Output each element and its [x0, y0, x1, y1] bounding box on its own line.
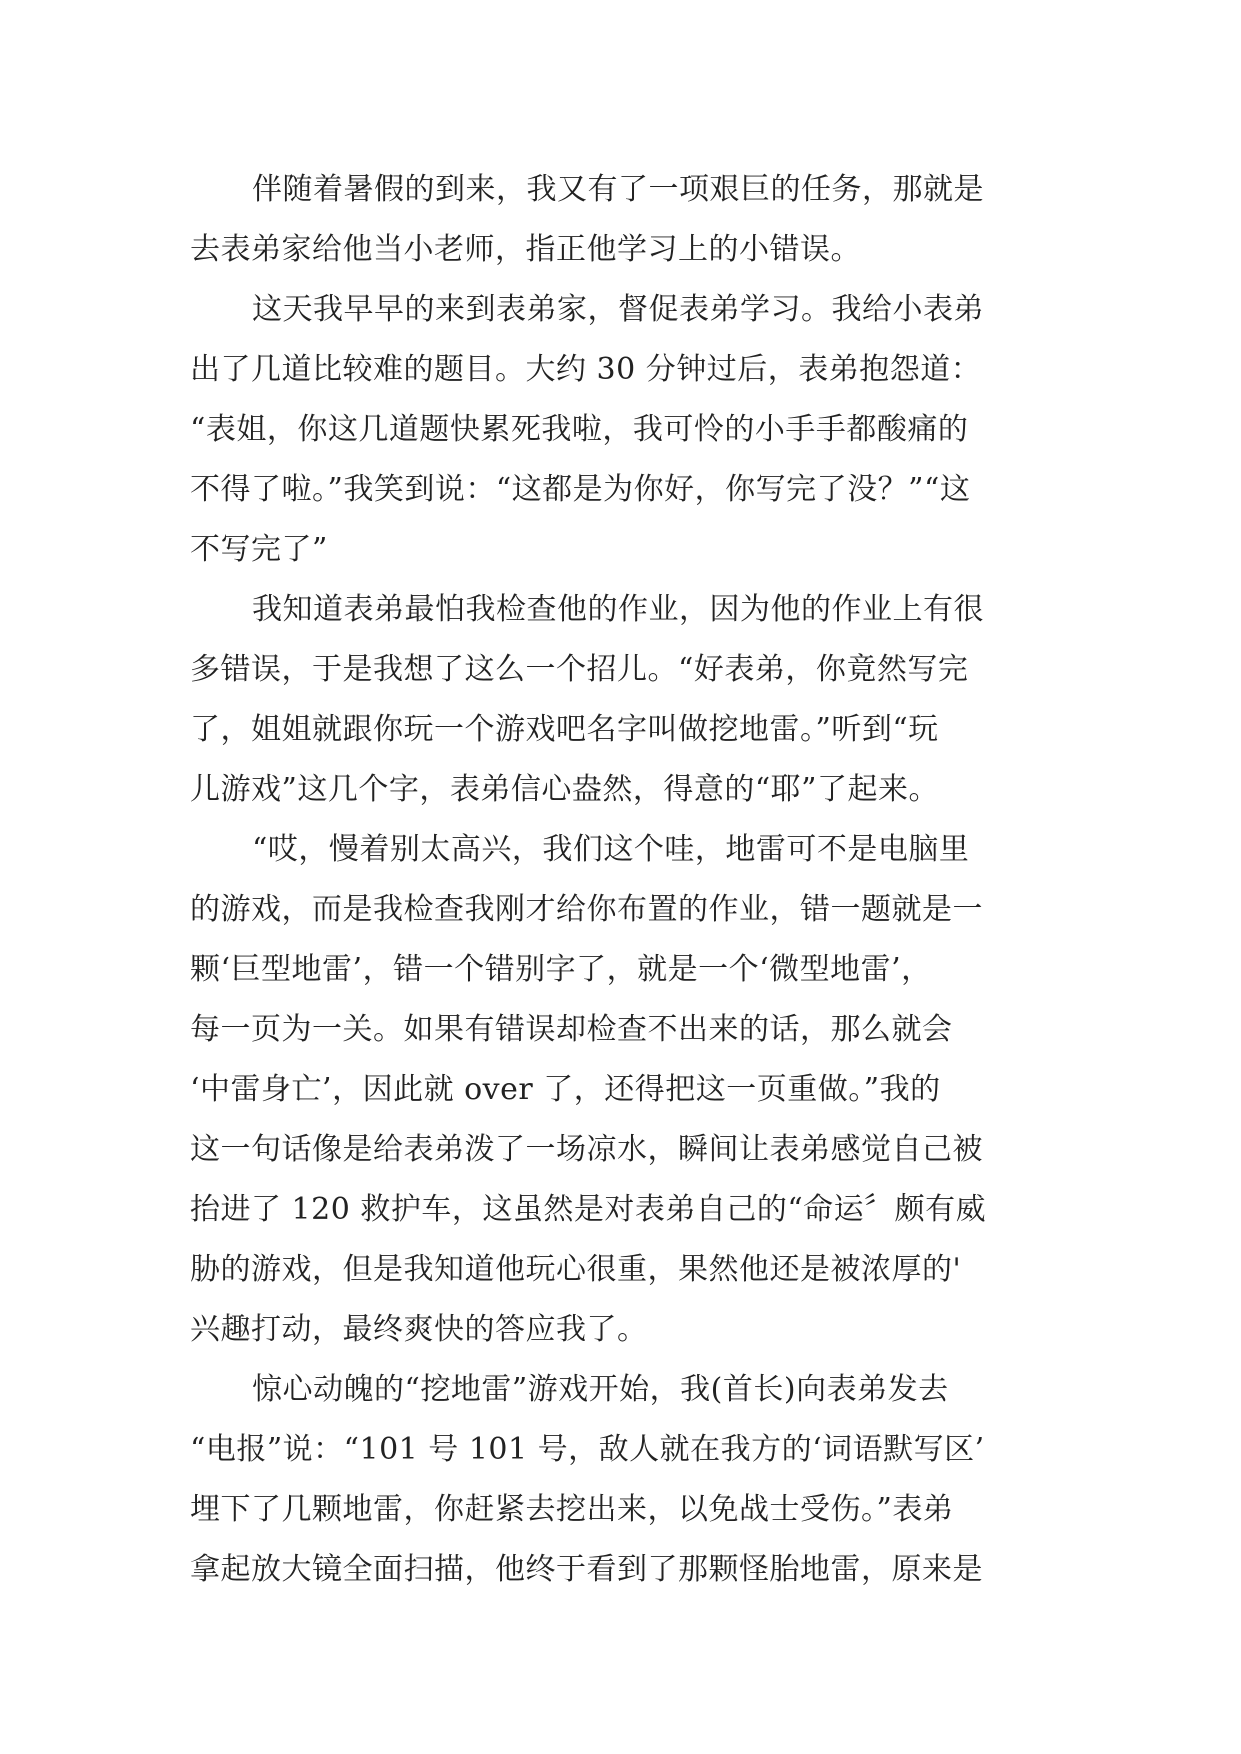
text-line: 颗‘巨型地雷’，错一个错别字了，就是一个‘微型地雷’，	[190, 952, 932, 987]
text-line: 不写完了”	[190, 532, 328, 567]
text-line: ‘中雷身亡’，因此就 over 了，还得把这一页重做。”我的	[190, 1072, 941, 1107]
text-line: 多错误，于是我想了这么一个招儿。“好表弟，你竟然写完	[190, 652, 969, 687]
text-line: 每一页为一关。如果有错误却检查不出来的话，那么就会	[190, 1012, 953, 1047]
text-line: “表姐，你这几道题快累死我啦，我可怜的小手手都酸痛的	[190, 412, 969, 447]
text-line: 拿起放大镜全面扫描，他终于看到了那颗怪胎地雷，原来是	[190, 1552, 983, 1587]
text-line: “电报”说：“101 号 101 号，敌人就在我方的‘词语默写区’	[190, 1432, 985, 1467]
text-line: 这一句话像是给表弟泼了一场凉水，瞬间让表弟感觉自己被	[190, 1132, 983, 1167]
text-line: 兴趣打动，最终爽快的答应我了。	[190, 1312, 648, 1347]
text-line: 的游戏，而是我检查我刚才给你布置的作业，错一题就是一	[190, 892, 983, 927]
text-line: 伴随着暑假的到来，我又有了一项艰巨的任务，那就是	[252, 172, 984, 207]
text-line: 这天我早早的来到表弟家，督促表弟学习。我给小表弟	[252, 292, 984, 327]
text-line: 抬进了 120 救护车，这虽然是对表弟自己的“命运〞颇有威	[190, 1192, 987, 1227]
text-line: 惊心动魄的“挖地雷”游戏开始，我(首长)向表弟发去	[252, 1372, 949, 1407]
text-line: 了，姐姐就跟你玩一个游戏吧名字叫做挖地雷。”听到“玩	[190, 712, 939, 747]
text-line: “哎，慢着别太高兴，我们这个哇，地雷可不是电脑里	[252, 832, 970, 867]
text-line: 不得了啦。”我笑到说：“这都是为你好，你写完了没？”“这	[190, 472, 971, 507]
text-line: 埋下了几颗地雷，你赶紧去挖出来，以免战士受伤。”表弟	[190, 1492, 954, 1527]
text-line: 出了几道比较难的题目。大约 30 分钟过后，表弟抱怨道：	[190, 352, 982, 387]
text-line: 胁的游戏，但是我知道他玩心很重，果然他还是被浓厚的'	[190, 1252, 962, 1287]
essay-body	[190, 160, 1070, 1600]
text-line: 我知道表弟最怕我检查他的作业，因为他的作业上有很	[252, 592, 984, 627]
text-line: 儿游戏”这几个字，表弟信心盎然，得意的“耶”了起来。	[190, 772, 940, 807]
text-line: 去表弟家给他当小老师，指正他学习上的小错误。	[190, 232, 861, 267]
